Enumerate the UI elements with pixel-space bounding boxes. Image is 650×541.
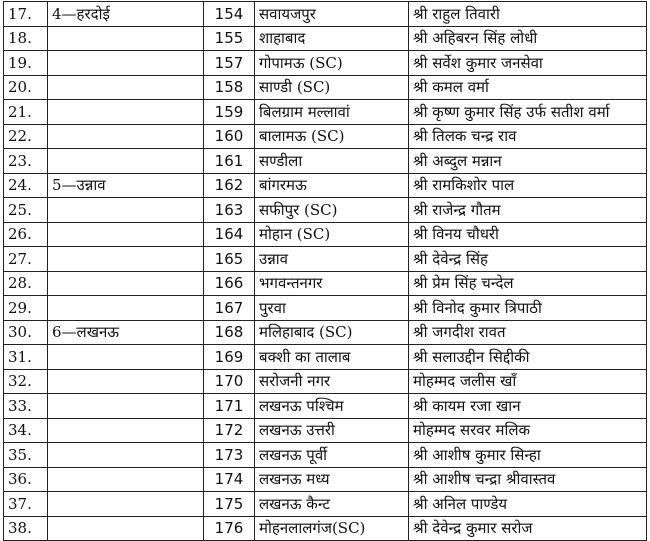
serial-number-cell: 34. bbox=[4, 418, 48, 443]
constituency-name-cell: लखनऊ पूर्वी bbox=[255, 443, 409, 468]
serial-number-cell: 18. bbox=[4, 26, 48, 51]
table-row bbox=[4, 394, 647, 419]
constituency-name-cell: सवायजपुर bbox=[255, 2, 409, 27]
serial-number-cell: 24. bbox=[4, 173, 48, 198]
candidate-name-cell: श्री आशीष चन्द्रा श्रीवास्तव bbox=[409, 467, 647, 492]
constituency-name-cell: लखनऊ उत्तरी bbox=[255, 418, 409, 443]
district-cell bbox=[48, 516, 204, 541]
serial-number-cell: 26. bbox=[4, 222, 48, 247]
constituency-number-cell: 169 bbox=[204, 345, 255, 370]
candidate-table bbox=[3, 1, 647, 541]
candidate-name-cell: श्री सलाउद्दीन सिद्दीकी bbox=[409, 345, 647, 370]
constituency-name-cell: गोपामऊ (SC) bbox=[255, 51, 409, 76]
candidate-name-cell: श्री आशीष कुमार सिन्हा bbox=[409, 443, 647, 468]
candidate-name-cell: श्री सर्वेश कुमार जनसेवा bbox=[409, 51, 647, 76]
candidate-name-cell: मोहम्मद सरवर मलिक bbox=[409, 418, 647, 443]
constituency-name-cell: मोहान (SC) bbox=[255, 222, 409, 247]
serial-number-cell: 25. bbox=[4, 198, 48, 223]
constituency-number-cell: 162 bbox=[204, 173, 255, 198]
district-cell bbox=[48, 296, 204, 321]
serial-number-cell: 31. bbox=[4, 345, 48, 370]
candidate-name-cell: श्री देवेन्द्र कुमार सरोज bbox=[409, 516, 647, 541]
candidate-name-cell: श्री विनोद कुमार त्रिपाठी bbox=[409, 296, 647, 321]
constituency-name-cell: सरोजनी नगर bbox=[255, 369, 409, 394]
table-row bbox=[4, 345, 647, 370]
serial-number-cell: 19. bbox=[4, 51, 48, 76]
constituency-number-cell: 173 bbox=[204, 443, 255, 468]
table-row bbox=[4, 173, 647, 198]
serial-number-cell: 22. bbox=[4, 124, 48, 149]
serial-number-cell: 37. bbox=[4, 492, 48, 517]
table-row bbox=[4, 100, 647, 125]
table-row bbox=[4, 75, 647, 100]
constituency-number-cell: 159 bbox=[204, 100, 255, 125]
candidate-name-cell: श्री राजेन्द्र गौतम bbox=[409, 198, 647, 223]
district-cell bbox=[48, 369, 204, 394]
district-cell bbox=[48, 222, 204, 247]
constituency-number-cell: 157 bbox=[204, 51, 255, 76]
table-row bbox=[4, 443, 647, 468]
district-cell bbox=[48, 394, 204, 419]
table-row bbox=[4, 222, 647, 247]
table-body bbox=[4, 2, 647, 541]
constituency-number-cell: 176 bbox=[204, 516, 255, 541]
constituency-name-cell: उन्नाव bbox=[255, 247, 409, 272]
district-cell bbox=[48, 467, 204, 492]
constituency-number-cell: 171 bbox=[204, 394, 255, 419]
constituency-number-cell: 165 bbox=[204, 247, 255, 272]
table-row bbox=[4, 51, 647, 76]
serial-number-cell: 23. bbox=[4, 149, 48, 174]
constituency-number-cell: 161 bbox=[204, 149, 255, 174]
table-row bbox=[4, 418, 647, 443]
table-row bbox=[4, 492, 647, 517]
serial-number-cell: 21. bbox=[4, 100, 48, 125]
constituency-name-cell: लखनऊ मध्य bbox=[255, 467, 409, 492]
constituency-name-cell: बिलग्राम मल्लावां bbox=[255, 100, 409, 125]
district-cell: 4—हरदोई bbox=[48, 2, 204, 27]
table-row bbox=[4, 467, 647, 492]
serial-number-cell: 28. bbox=[4, 271, 48, 296]
district-cell bbox=[48, 271, 204, 296]
table-row bbox=[4, 2, 647, 27]
district-cell bbox=[48, 26, 204, 51]
constituency-name-cell: बालामऊ (SC) bbox=[255, 124, 409, 149]
constituency-number-cell: 155 bbox=[204, 26, 255, 51]
candidate-name-cell: मोहम्मद जलीस खाँ bbox=[409, 369, 647, 394]
serial-number-cell: 29. bbox=[4, 296, 48, 321]
candidate-name-cell: श्री जगदीश रावत bbox=[409, 320, 647, 345]
table-row bbox=[4, 26, 647, 51]
constituency-name-cell: मोहनलालगंज(SC) bbox=[255, 516, 409, 541]
district-cell: 6—लखनऊ bbox=[48, 320, 204, 345]
table-row bbox=[4, 247, 647, 272]
district-cell bbox=[48, 247, 204, 272]
constituency-number-cell: 160 bbox=[204, 124, 255, 149]
constituency-number-cell: 163 bbox=[204, 198, 255, 223]
candidate-name-cell: श्री देवेन्द्र सिंह bbox=[409, 247, 647, 272]
serial-number-cell: 35. bbox=[4, 443, 48, 468]
candidate-name-cell: श्री राहुल तिवारी bbox=[409, 2, 647, 27]
district-cell: 5—उन्नाव bbox=[48, 173, 204, 198]
constituency-name-cell: साण्डी (SC) bbox=[255, 75, 409, 100]
constituency-number-cell: 164 bbox=[204, 222, 255, 247]
table-row bbox=[4, 320, 647, 345]
table-row bbox=[4, 198, 647, 223]
candidate-name-cell: श्री अहिबरन सिंह लोधी bbox=[409, 26, 647, 51]
candidate-name-cell: श्री तिलक चन्द्र राव bbox=[409, 124, 647, 149]
candidate-name-cell: श्री प्रेम सिंह चन्देल bbox=[409, 271, 647, 296]
district-cell bbox=[48, 124, 204, 149]
candidate-name-cell: श्री कायम रजा खान bbox=[409, 394, 647, 419]
constituency-number-cell: 158 bbox=[204, 75, 255, 100]
serial-number-cell: 38. bbox=[4, 516, 48, 541]
serial-number-cell: 33. bbox=[4, 394, 48, 419]
constituency-name-cell: भगवन्तनगर bbox=[255, 271, 409, 296]
district-cell bbox=[48, 345, 204, 370]
district-cell bbox=[48, 75, 204, 100]
serial-number-cell: 20. bbox=[4, 75, 48, 100]
serial-number-cell: 36. bbox=[4, 467, 48, 492]
constituency-name-cell: लखनऊ कैन्ट bbox=[255, 492, 409, 517]
district-cell bbox=[48, 100, 204, 125]
candidate-name-cell: श्री अनिल पाण्डेय bbox=[409, 492, 647, 517]
table-row bbox=[4, 124, 647, 149]
district-cell bbox=[48, 149, 204, 174]
constituency-number-cell: 172 bbox=[204, 418, 255, 443]
serial-number-cell: 27. bbox=[4, 247, 48, 272]
constituency-number-cell: 170 bbox=[204, 369, 255, 394]
constituency-number-cell: 167 bbox=[204, 296, 255, 321]
candidate-name-cell: श्री अब्दुल मन्नान bbox=[409, 149, 647, 174]
candidate-name-cell: श्री रामकिशोर पाल bbox=[409, 173, 647, 198]
constituency-name-cell: सफीपुर (SC) bbox=[255, 198, 409, 223]
constituency-number-cell: 168 bbox=[204, 320, 255, 345]
candidate-name-cell: श्री कृष्ण कुमार सिंह उर्फ सतीश वर्मा bbox=[409, 100, 647, 125]
district-cell bbox=[48, 418, 204, 443]
candidate-name-cell: श्री कमल वर्मा bbox=[409, 75, 647, 100]
table-row bbox=[4, 369, 647, 394]
constituency-name-cell: सण्डीला bbox=[255, 149, 409, 174]
serial-number-cell: 17. bbox=[4, 2, 48, 27]
constituency-name-cell: बांगरमऊ bbox=[255, 173, 409, 198]
serial-number-cell: 32. bbox=[4, 369, 48, 394]
constituency-number-cell: 174 bbox=[204, 467, 255, 492]
table-row bbox=[4, 516, 647, 541]
constituency-name-cell: शाहाबाद bbox=[255, 26, 409, 51]
constituency-name-cell: लखनऊ पश्चिम bbox=[255, 394, 409, 419]
serial-number-cell: 30. bbox=[4, 320, 48, 345]
district-cell bbox=[48, 198, 204, 223]
district-cell bbox=[48, 51, 204, 76]
table-row bbox=[4, 271, 647, 296]
constituency-number-cell: 154 bbox=[204, 2, 255, 27]
constituency-name-cell: बक्शी का तालाब bbox=[255, 345, 409, 370]
table-row bbox=[4, 296, 647, 321]
district-cell bbox=[48, 492, 204, 517]
table-row bbox=[4, 149, 647, 174]
constituency-number-cell: 166 bbox=[204, 271, 255, 296]
constituency-name-cell: पुरवा bbox=[255, 296, 409, 321]
candidate-name-cell: श्री विनय चौधरी bbox=[409, 222, 647, 247]
district-cell bbox=[48, 443, 204, 468]
constituency-name-cell: मलिहाबाद (SC) bbox=[255, 320, 409, 345]
constituency-number-cell: 175 bbox=[204, 492, 255, 517]
